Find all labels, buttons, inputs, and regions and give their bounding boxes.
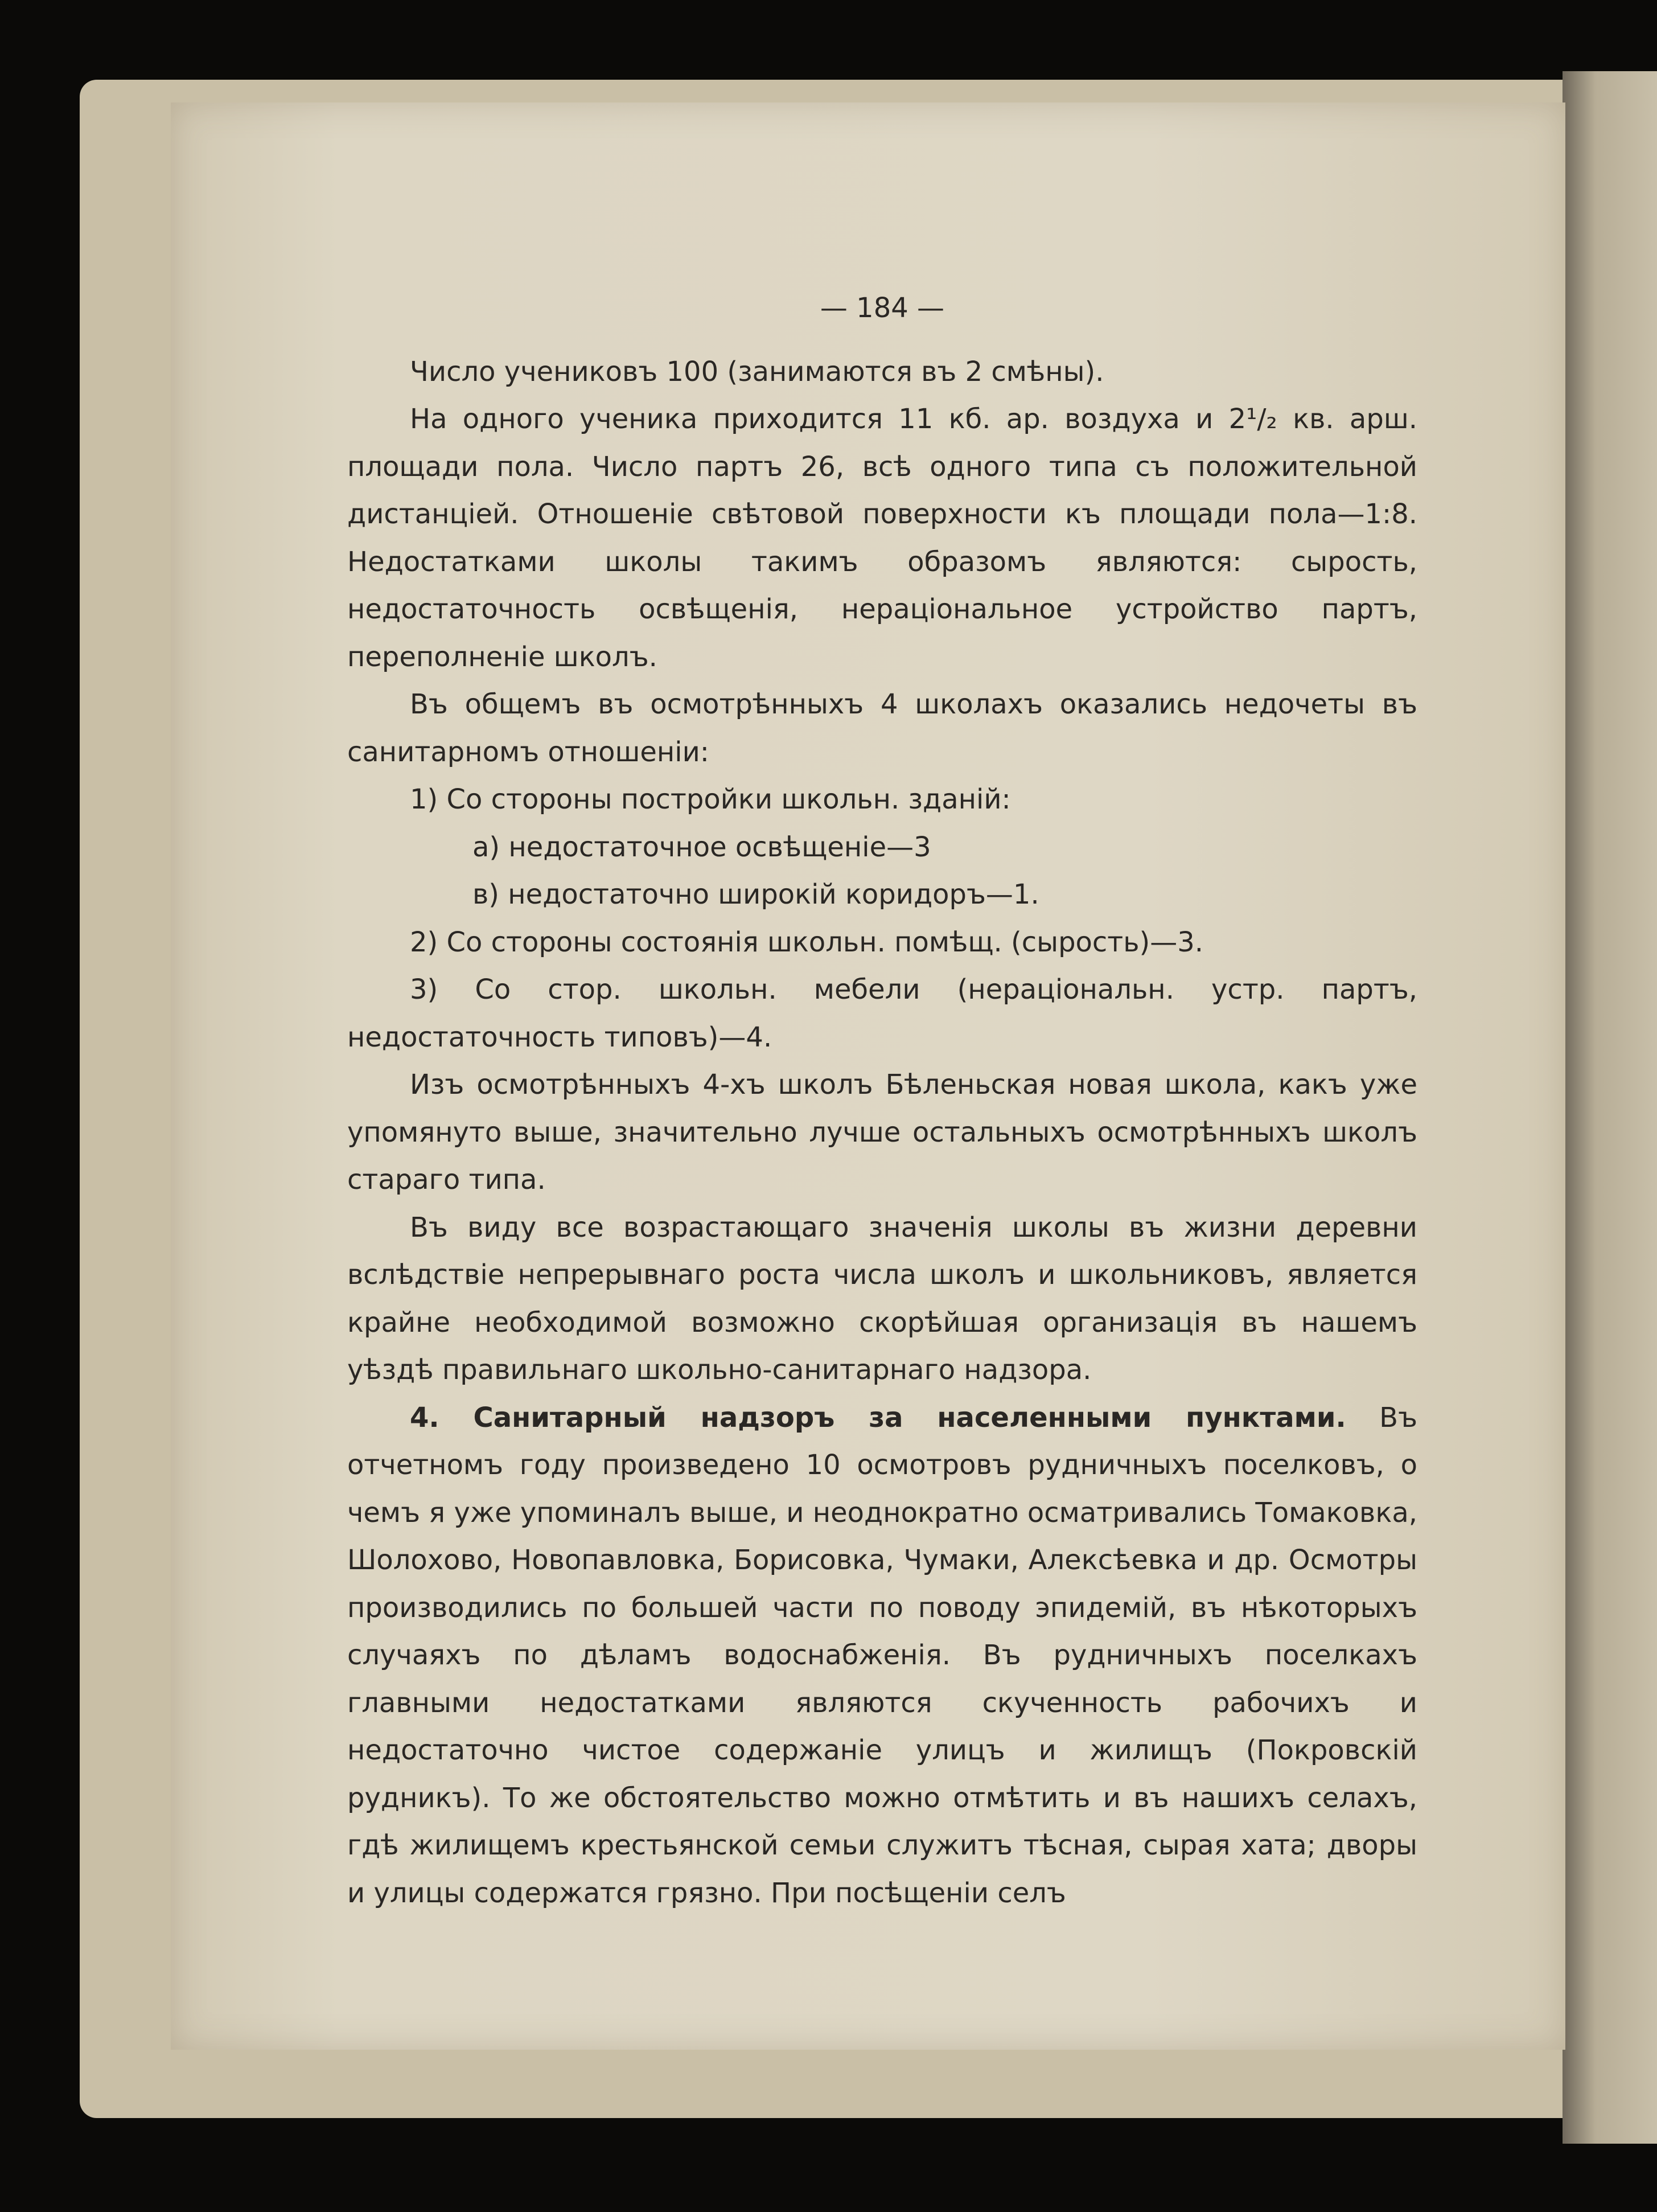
section-4 <box>347 1394 1417 1918</box>
list-subitem-corridor: в) недостаточно широкій коридоръ—1. <box>472 879 1039 910</box>
section-4-text: Въ отчетномъ году произведено 10 осмотровъ рудничныхъ поселковъ, о чемъ я уже упоминалъ выше, и неоднократно осматривались Томаковка, Шолохово, Новопавловка, Борисовка, Чумаки, Алексѣевка и др. Осмотры производились по большей части по поводу эпидемій, въ нѣкоторыхъ случаяхъ по дѣламъ водоснабженія. Въ рудничныхъ поселкахъ главными недостатками являются скученность рабочихъ и недостаточно чистое содержаніе улицъ и жилищъ (Покровскій рудникъ). То же обстоятельство можно отмѣтить и въ нашихъ селахъ, гдѣ жилищемъ крестьянской семьи служитъ тѣсная, сырая хата; дворы и улицы содержатся грязно. При посѣщеніи селъ <box>347 1401 1417 1909</box>
paragraph-students: Число учениковъ 100 (занимаются въ 2 смѣны). <box>410 355 1104 388</box>
list-subitem-lighting: а) недостаточное освѣщеніе—3 <box>472 831 931 863</box>
page-number: — 184 — <box>820 292 945 324</box>
list-item-furniture: 3) Со стор. школьн. мебели (нераціональн. устр. партъ, недостаточность типовъ)—4. <box>347 974 1417 1053</box>
section-4-heading: 4. Санитарный надзоръ за населенными пунктами. <box>410 1401 1346 1434</box>
list-item-construction: 1) Со стороны постройки школьн. зданій: <box>410 783 1011 815</box>
paragraph-per-student: На одного ученика приходится 11 кб. ар. воздуха и 2¹/₂ кв. арш. площади пола. Число партъ 26, всѣ одного типа съ положительной дистанціей. Отношеніе свѣтовой поверхности къ площади пола—1:8. Недостатками школы такимъ образомъ являются: сырость, недостаточность освѣщенія, нераціональное устройство партъ, переполненіе школъ. <box>347 403 1417 673</box>
list-item-condition: 2) Со стороны состоянія школьн. помѣщ. (сырость)—3. <box>410 926 1204 958</box>
facing-page-edge <box>1563 71 1657 2144</box>
page-text <box>347 285 1417 1917</box>
paragraph-school-supervision: Въ виду все возрастающаго значенія школы въ жизни деревни вслѣдствіе непрерывнаго роста числа школъ и школьниковъ, является крайне необходимой возможно скорѣйшая организація въ нашемъ уѣздѣ правильнаго школьно-санитарнаго надзора. <box>347 1211 1417 1386</box>
paragraph-belenskaya-school: Изъ осмотрѣнныхъ 4-хъ школъ Бѣленьская новая школа, какъ уже упомянуто выше, значительно лучше остальныхъ осмотрѣнныхъ школъ стараго типа. <box>347 1069 1417 1196</box>
paragraph-summary: Въ общемъ въ осмотрѣнныхъ 4 школахъ оказались недочеты въ санитарномъ отношеніи: <box>347 688 1417 768</box>
